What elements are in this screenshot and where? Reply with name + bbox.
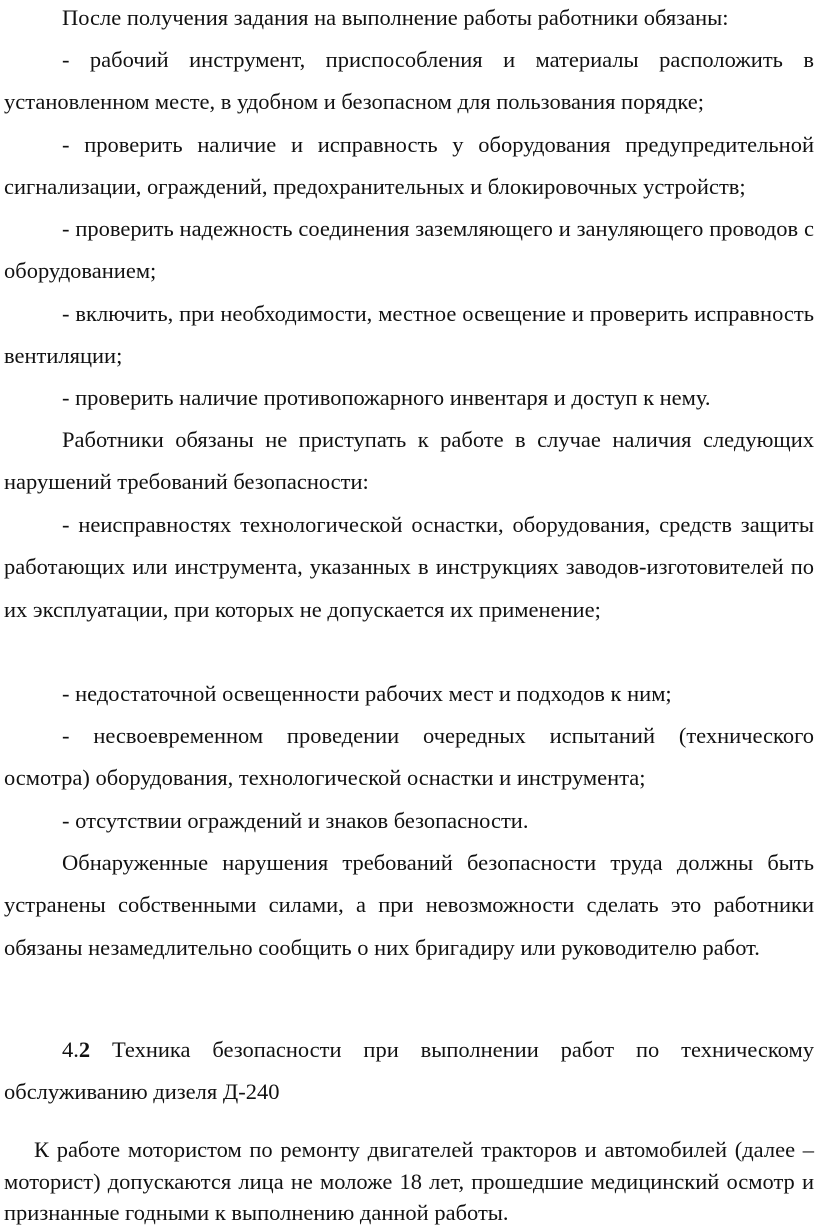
section-number-bold: 2 (78, 1037, 91, 1062)
paragraph-intro: После получения задания на выполнение работы работники обязаны: (62, 5, 729, 30)
paragraph-violations-intro: Работники обязаны не приступать к работе в случае наличия следующих нарушений требований безопасности: (4, 427, 814, 495)
list-item-tools: - рабочий инструмент, приспособления и материалы расположить в установленном месте, в удобном и безопасном для пользования порядке; (4, 47, 814, 115)
list-item-grounding: - проверить надежность соединения заземляющего и зануляющего проводов с оборудованием; (4, 216, 814, 284)
list-item-no-barriers: - отсутствии ограждений и знаков безопасности. (62, 808, 529, 833)
list-item-faulty-equipment: - неисправностях технологической оснастки, оборудования, средств защиты работающих или инструмента, указанных в инструкциях заводов-изготовителей по их эксплуатации, при которых не допускается их применение; (4, 512, 814, 622)
section-heading-text: Техника безопасности при выполнении работ по техническому обслуживанию дизеля Д-240 (4, 1037, 814, 1105)
list-item-fire-equipment: - проверить наличие противопожарного инвентаря и доступ к нему. (62, 385, 711, 410)
list-item-lighting: - включить, при необходимости, местное освещение и проверить исправность вентиляции; (4, 301, 814, 369)
paragraph-motorist-admission: К работе мотористом по ремонту двигателей тракторов и автомобилей (далее – моторист) допускаются лица не моложе 18 лет, прошедшие медицинский осмотр и признанные годными к выполнению данной работы. (4, 1137, 814, 1225)
section-heading (4, 1029, 814, 1114)
list-item-untimely-tests: - несвоевременном проведении очередных испытаний (технического осмотра) оборудования, технологической оснастки и инструмента; (4, 723, 814, 791)
paragraph-violations-action: Обнаруженные нарушения требований безопасности труда должны быть устранены собственными силами, а при невозможности сделать это работники обязаны незамедлительно сообщить о них бригадиру или руководителю работ. (4, 850, 814, 960)
list-item-signaling: - проверить наличие и исправность у оборудования предупредительной сигнализации, ограждений, предохранительных и блокировочных устройств; (4, 132, 814, 200)
list-item-insufficient-light: - недостаточной освещенности рабочих мест и подходов к ним; (62, 681, 672, 706)
section-number-prefix: 4. (62, 1037, 79, 1062)
